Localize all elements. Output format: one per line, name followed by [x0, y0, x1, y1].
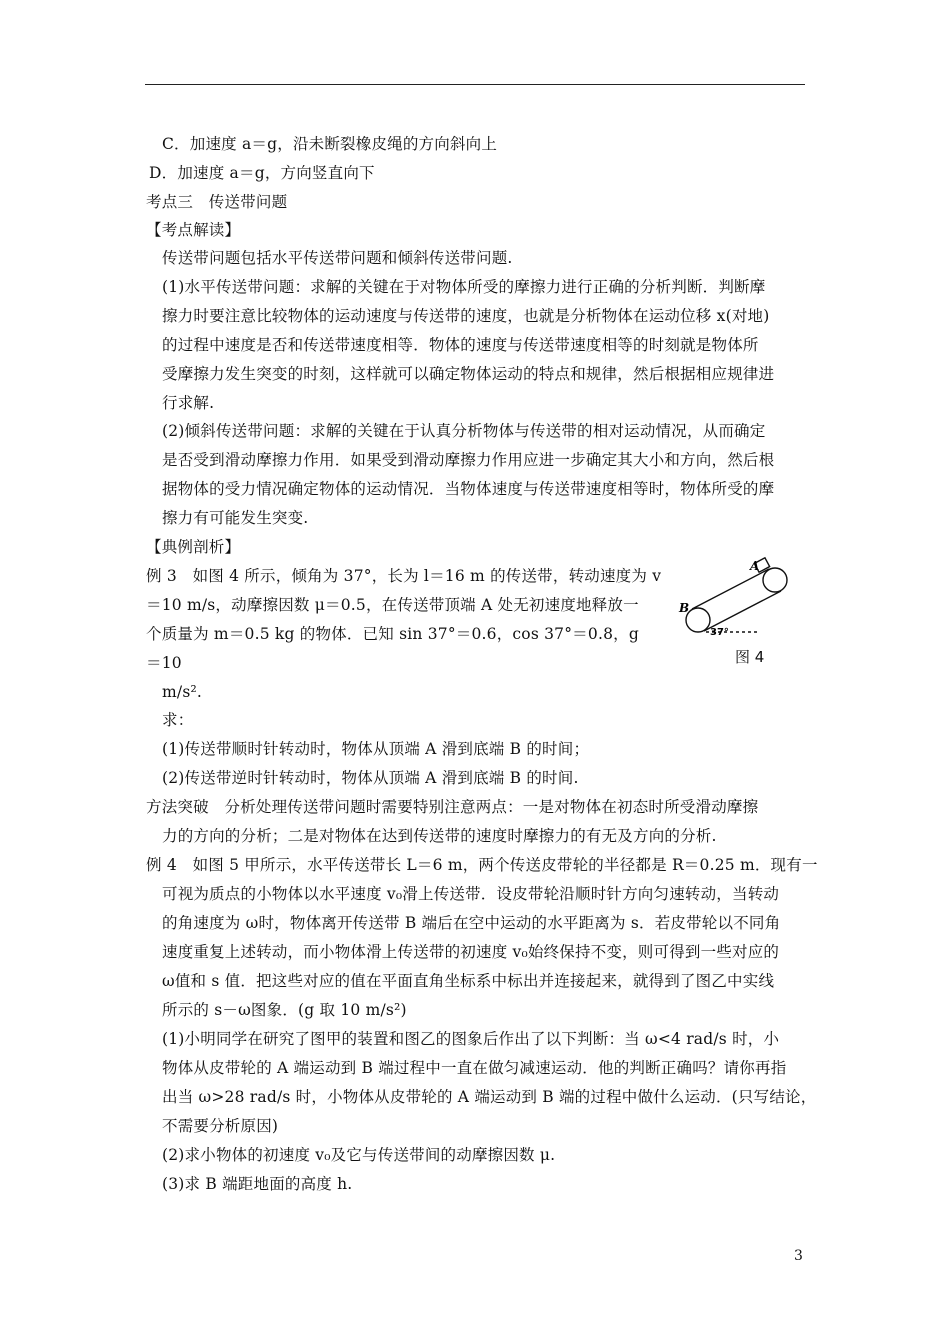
text-line: 个质量为 m＝0.5 kg 的物体．已知 sin 37°＝0.6，cos 37°＝0.8，g [146, 625, 639, 643]
text-line: ＝10 m/s，动摩擦因数 μ＝0.5，在传送带顶端 A 处无初速度地释放一 [146, 596, 639, 614]
bottom-pulley [686, 608, 710, 632]
text-line: ω值和 s 值．把这些对应的值在平面直角坐标系中标出并连接起来，就得到了图乙中实线 [162, 972, 775, 990]
text-line: 出当 ω>28 rad/s 时，小物体从皮带轮的 A 端运动到 B 端的过程中做什么运动．(只写结论， [162, 1088, 817, 1106]
text-line: 例 4 如图 5 甲所示，水平传送带长 L＝6 m，两个传送皮带轮的半径都是 R＝0.25 m．现有一 [146, 856, 818, 874]
text-line: 的过程中速度是否和传送带速度相等．物体的速度与传送带速度相等的时刻就是物体所 [162, 336, 759, 354]
figure-caption: 图 4 [735, 648, 765, 666]
text-line: 求： [162, 711, 194, 729]
angle-label: 37° [710, 627, 729, 638]
header-rule [145, 84, 805, 85]
text-line: ＝10 [146, 654, 182, 672]
top-pulley [763, 568, 787, 592]
text-line: (1)传送带顺时针转动时，物体从顶端 A 滑到底端 B 的时间； [162, 740, 590, 758]
text-line: 传送带问题包括水平传送带问题和倾斜传送带问题. [162, 249, 513, 267]
page-number: 3 [794, 1248, 803, 1264]
text-line: 物体从皮带轮的 A 端运动到 B 端过程中一直在做匀减速运动．他的判断正确吗？请你再指 [162, 1059, 787, 1077]
label-a: A [750, 559, 760, 573]
text-line: 【典例剖析】 [146, 538, 241, 556]
text-line: 行求解. [162, 394, 215, 412]
text-line: (2)倾斜传送带问题：求解的关键在于认真分析物体与传送带的相对运动情况，从而确定 [162, 422, 766, 440]
text-line: 是否受到滑动摩擦力作用．如果受到滑动摩擦力作用应进一步确定其大小和方向，然后根 [162, 451, 775, 469]
text-line: (1)小明同学在研究了图甲的装置和图乙的图象后作出了以下判断：当 ω<4 rad/s 时，小 [162, 1030, 780, 1048]
text-line: D．加速度 a＝g，方向竖直向下 [149, 164, 375, 182]
text-line: 方法突破 分析处理传送带问题时需要特别注意两点：一是对物体在初态时所受滑动摩擦 [146, 798, 759, 816]
text-line: 【考点解读】 [146, 221, 241, 239]
text-line: 受摩擦力发生突变的时刻，这样就可以确定物体运动的特点和规律，然后根据相应规律进 [162, 365, 775, 383]
text-line: C．加速度 a＝g，沿未断裂橡皮绳的方向斜向上 [162, 135, 498, 153]
text-line: 擦力时要注意比较物体的运动速度与传送带的速度，也就是分析物体在运动位移 x(对地) [162, 307, 770, 325]
text-line: 可视为质点的小物体以水平速度 v₀滑上传送带．设皮带轮沿顺时针方向匀速转动，当转动 [162, 885, 780, 903]
text-line: 考点三 传送带问题 [146, 193, 288, 211]
text-line: 例 3 如图 4 所示，倾角为 37°，长为 l＝16 m 的传送带，转动速度为 v [146, 567, 662, 585]
text-line: m/s². [162, 683, 203, 701]
text-line: 不需要分析原因) [162, 1117, 279, 1135]
text-line: 力的方向的分析；二是对物体在达到传送带的速度时摩擦力的有无及方向的分析. [162, 827, 717, 845]
text-line: 所示的 s－ω图象．(g 取 10 m/s²) [162, 1001, 407, 1019]
text-line: (2)求小物体的初速度 v₀及它与传送带间的动摩擦因数 μ. [162, 1146, 556, 1164]
text-line: 擦力有可能发生突变. [162, 509, 309, 527]
label-b: B [679, 601, 690, 615]
text-line: 的角速度为 ω时，物体离开传送带 B 端后在空中运动的水平距离为 s．若皮带轮以不同角 [162, 914, 781, 932]
text-line: (2)传送带逆时针转动时，物体从顶端 A 滑到底端 B 的时间. [162, 769, 579, 787]
text-line: 据物体的受力情况确定物体的运动情况．当物体速度与传送带速度相等时，物体所受的摩 [162, 480, 775, 498]
text-line: 速度重复上述转动，而小物体滑上传送带的初速度 v₀始终保持不变，则可得到一些对应的 [162, 943, 780, 961]
text-line: (3)求 B 端距地面的高度 h. [162, 1175, 353, 1193]
text-line: (1)水平传送带问题：求解的关键在于对物体所受的摩擦力进行正确的分析判断．判断摩 [162, 278, 766, 296]
